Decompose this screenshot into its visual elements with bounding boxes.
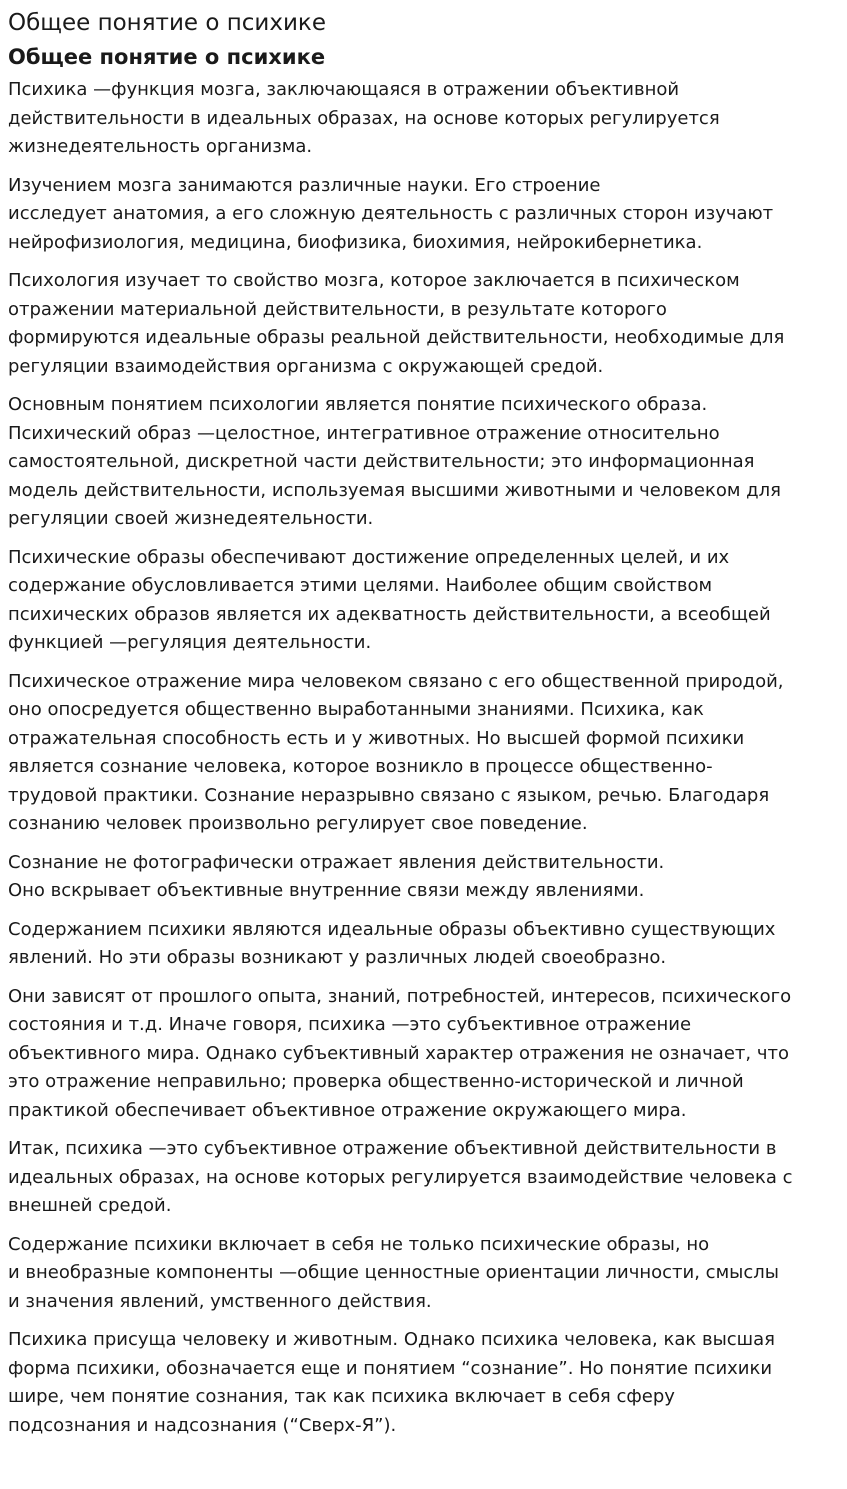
paragraph-6: Психическое отражение мира человеком связано с его общественной природой, оно опосредуется общественно выработанными знаниями. Психика, как отражательная способность есть и у животных. Но высшей формой психики является сознание человека, которое возникло в процессе общественно- трудовой практики. Сознание неразрывно связано с языком, речью. Благодаря сознанию человек произвольно регулирует свое поведение. [8,670,784,834]
paragraph-12: Психика присуща человеку и животным. Однако психика человека, как высшая форма психики, обозначается еще и понятием “сознание”. Но понятие психики шире, чем понятие сознания, так как психика включает в себя сферу подсознания и надсознания (“Сверх-Я”). [8,1329,776,1436]
paragraph-10: Итак, психика —это субъективное отражение объективной действительности в идеальных образах, на основе которых регулируется взаимодействие человека с внешней средой. [8,1138,793,1216]
paragraph-4: Основным понятием психологии является понятие психического образа. Психический образ —целостное, интегративное отражение относительно самостоятельной, дискретной части действительности; это информационная модель действительности, используемая высшими животными и человеком для регуляции своей жизнедеятельности. [8,394,781,529]
paragraph-11: Содержание психики включает в себя не только психические образы, но и внеобразные компоненты —общие ценностные ориентации личности, смыслы и значения явлений, умственного действия. [8,1233,779,1312]
paragraph-8: Содержанием психики являются идеальные образы объективно существующих явлений. Но эти образы возникают у различных людей своеобразно. [8,918,776,968]
paragraph-2: Изучением мозга занимаются различные науки. Его строение исследует анатомия, а его сложную деятельность с различных сторон изучают нейрофизиология, медицина, биофизика, биохимия, нейрокибернетика. [8,174,774,253]
page-title: Общее понятие о психике [8,10,326,36]
paragraph-5: Психические образы обеспечивают достижение определенных целей, и их содержание обусловливается этими целями. Наиболее общим свойством психических образов является их адекватность действительности, а всеобщей функцией —регуляция деятельности. [8,546,771,653]
paragraph-3: Психология изучает то свойство мозга, которое заключается в психическом отражении материальной действительности, в результате которого формируются идеальные образы реальной действительности, необходимые для регуляции взаимодействия организма с окружающей средой. [8,270,785,377]
paragraph-7: Сознание не фотографически отражает явления действительности. Оно вскрывает объективные внутренние связи между явлениями. [8,851,665,901]
paragraph-1: Психика —функция мозга, заключающаяся в отражении объективной действительности в идеальных образах, на основе которых регулируется жизнедеятельность организма. [8,79,720,157]
section-heading: Общее понятие о психике [8,45,326,69]
paragraph-9: Они зависят от прошлого опыта, знаний, потребностей, интересов, психического состояния и т.д. Иначе говоря, психика —это субъективное отражение объективного мира. Однако субъективный характер отражения не означает, что это отражение неправильно; проверка общественно-исторической и личной практикой обеспечивает объективное отражение окружающего мира. [8,985,792,1121]
